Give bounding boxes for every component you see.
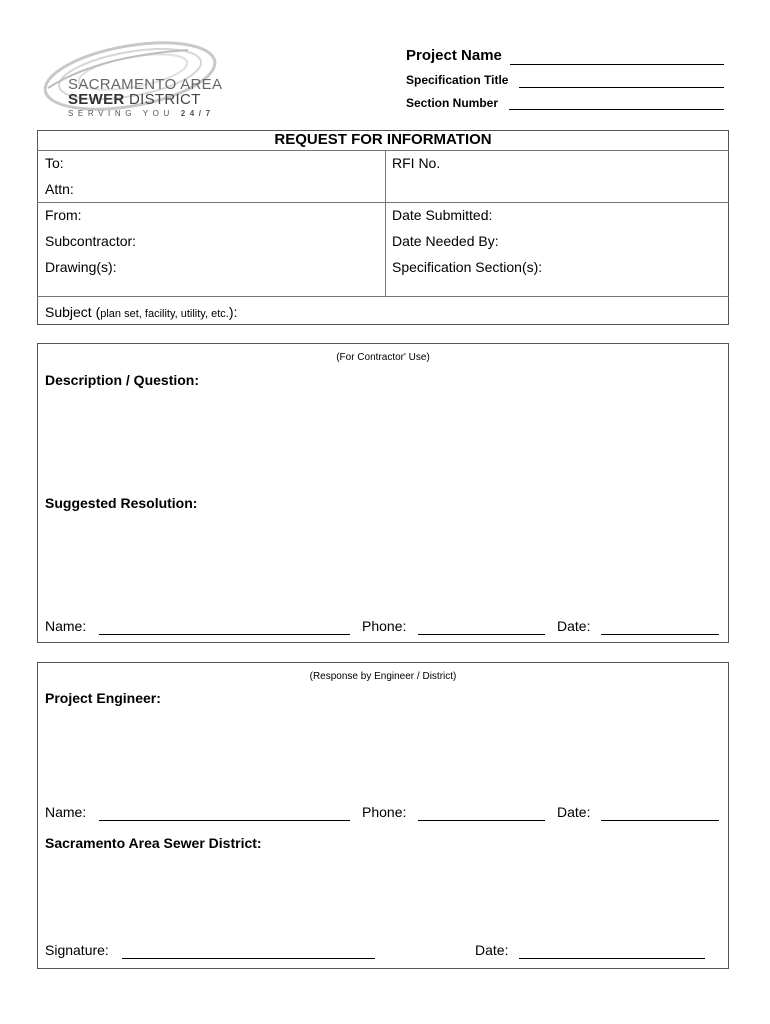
- to-field[interactable]: To:: [45, 155, 64, 171]
- district-label: Sacramento Area Sewer District:: [45, 835, 262, 851]
- specification-title-field[interactable]: [519, 87, 724, 88]
- rfi-divider-bottom: [37, 296, 729, 297]
- logo-district-word: DISTRICT: [124, 91, 201, 108]
- contractor-name-label: Name:: [45, 618, 87, 634]
- signature-label: Signature:: [45, 942, 109, 958]
- subject-label: Subject (: [45, 304, 101, 320]
- district-response-area[interactable]: [45, 855, 721, 935]
- project-engineer-area[interactable]: [45, 710, 721, 795]
- attn-field[interactable]: Attn:: [45, 181, 74, 197]
- logo-tagline: [68, 109, 215, 118]
- engineer-phone-field[interactable]: [418, 820, 545, 821]
- date-submitted-field[interactable]: Date Submitted:: [392, 207, 493, 223]
- contractor-caption: (For Contractor' Use): [336, 352, 430, 363]
- engineer-phone-label: Phone:: [362, 804, 407, 820]
- rfi-title: REQUEST FOR INFORMATION: [274, 131, 492, 148]
- logo-sewer-word: SEWER: [68, 91, 125, 108]
- engineer-date-label: Date:: [557, 804, 591, 820]
- rfi-no-field[interactable]: RFI No.: [392, 155, 441, 171]
- suggested-resolution-label: Suggested Resolution:: [45, 495, 198, 511]
- spec-sections-field[interactable]: Specification Section(s):: [392, 259, 543, 275]
- subcontractor-field[interactable]: Subcontractor:: [45, 233, 137, 249]
- contractor-date-label: Date:: [557, 618, 591, 634]
- contractor-phone-field[interactable]: [418, 634, 545, 635]
- rfi-divider-mid: [37, 202, 729, 203]
- subject-hint: plan set, facility, utility, etc.: [100, 308, 229, 320]
- project-engineer-label: Project Engineer:: [45, 690, 161, 706]
- section-number-label: Section Number: [406, 96, 499, 110]
- drawings-field[interactable]: Drawing(s):: [45, 259, 117, 275]
- section-number-field[interactable]: [509, 109, 724, 110]
- suggested-resolution-area[interactable]: [45, 515, 721, 610]
- engineer-name-field[interactable]: [99, 820, 350, 821]
- project-name-label: Project Name: [406, 47, 502, 64]
- logo-tagline-light: SERVING YOU: [68, 109, 181, 118]
- subject-label-end: ):: [228, 304, 238, 320]
- logo-line-2: [68, 91, 201, 108]
- description-question-area[interactable]: [45, 392, 721, 487]
- response-caption: (Response by Engineer / District): [309, 671, 457, 682]
- rfi-column-divider: [385, 150, 386, 296]
- signature-date-label: Date:: [475, 942, 509, 958]
- rfi-divider-top: [37, 150, 729, 151]
- from-field[interactable]: From:: [45, 207, 82, 223]
- project-name-field[interactable]: [510, 64, 724, 65]
- logo-tagline-bold: 24/7: [180, 109, 215, 118]
- signature-date-field[interactable]: [519, 958, 705, 959]
- contractor-date-field[interactable]: [601, 634, 719, 635]
- contractor-name-field[interactable]: [99, 634, 350, 635]
- date-needed-field[interactable]: Date Needed By:: [392, 233, 499, 249]
- engineer-name-label: Name:: [45, 804, 87, 820]
- engineer-date-field[interactable]: [601, 820, 719, 821]
- subject-field[interactable]: [45, 304, 237, 320]
- contractor-phone-label: Phone:: [362, 618, 407, 634]
- description-question-label: Description / Question:: [45, 372, 200, 388]
- specification-title-label: Specification Title: [406, 73, 509, 87]
- signature-field[interactable]: [122, 958, 375, 959]
- logo-line-1: SACRAMENTO AREA: [68, 76, 223, 93]
